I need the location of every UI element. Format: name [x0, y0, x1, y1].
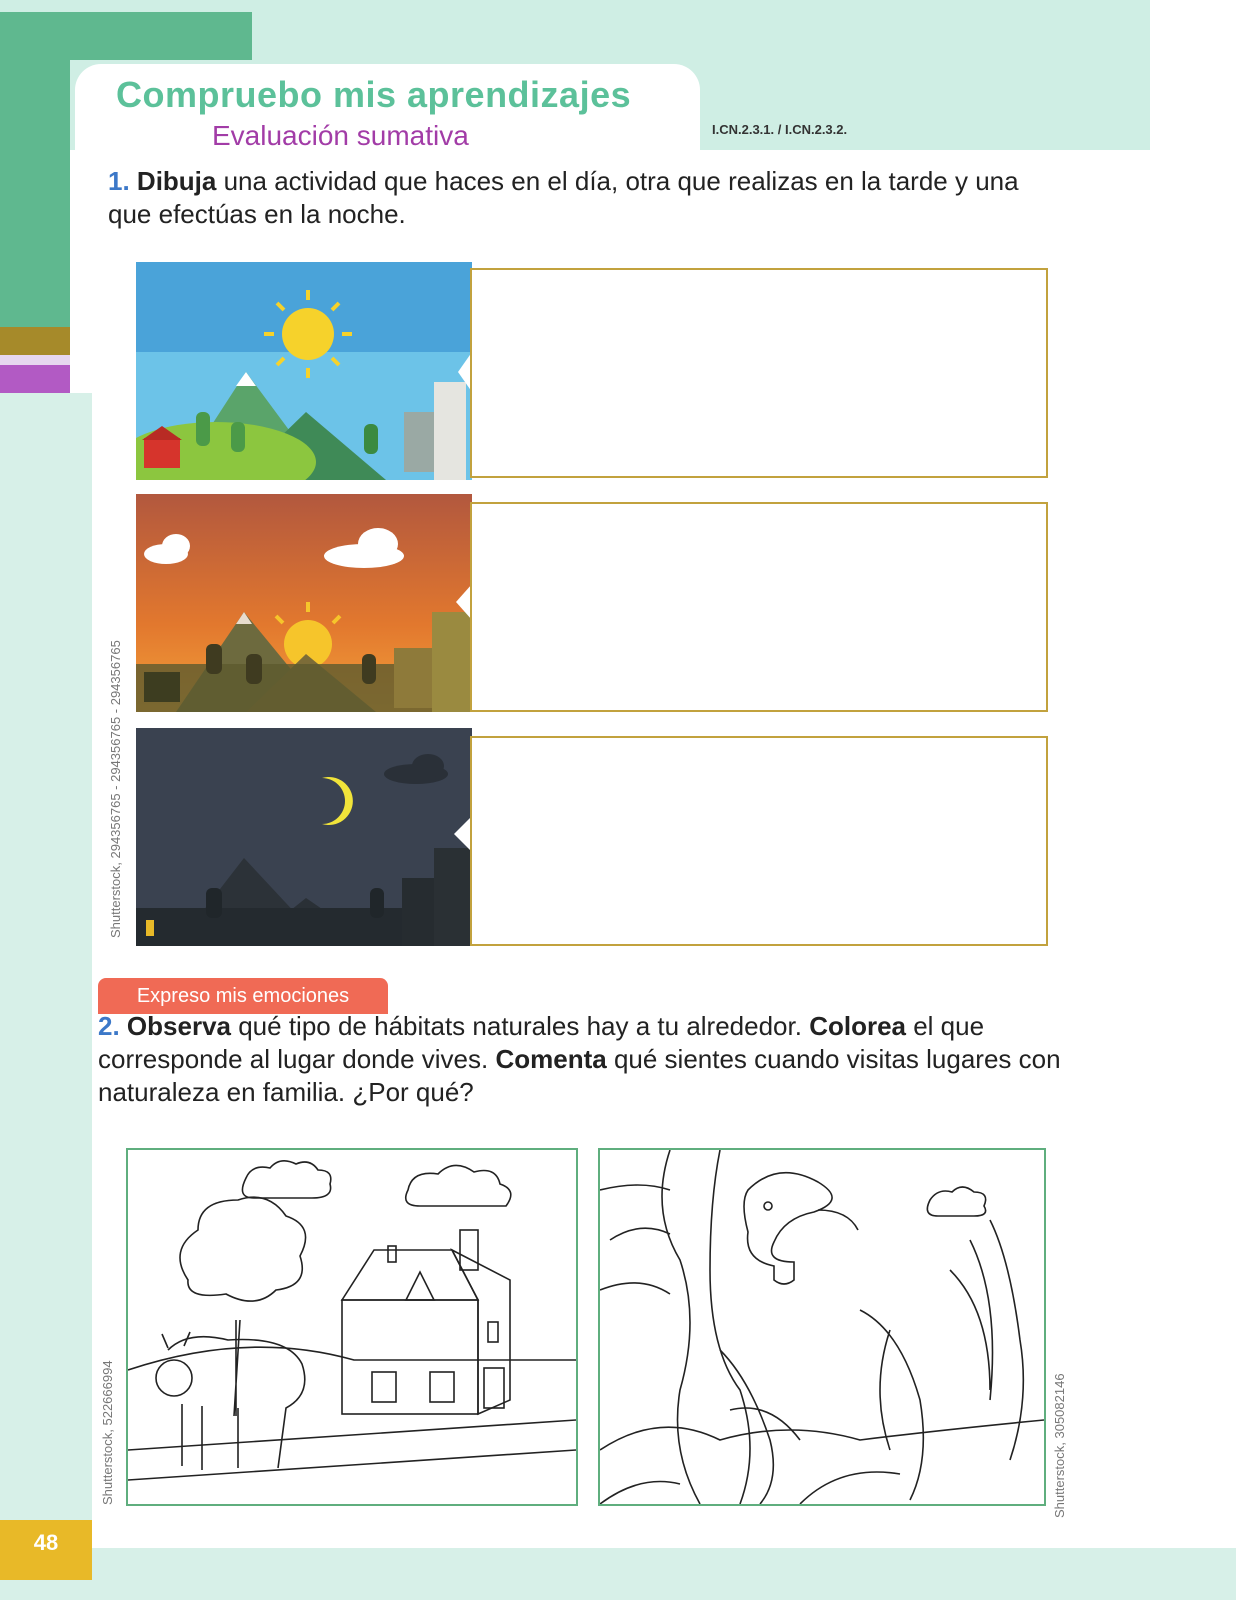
side-strip-purple: [0, 365, 70, 393]
farm-line-art: [128, 1150, 576, 1504]
question-1: [108, 165, 1058, 231]
question-verb: Dibuja: [136, 166, 217, 196]
question-text: el que corresponde al lugar donde vives.: [98, 1011, 985, 1074]
page-number: 48: [33, 1530, 59, 1555]
question-text: una actividad que haces en el día, otra que realizas en la tarde y una que efectúas en la noche.: [108, 166, 1019, 229]
day-drawing-box[interactable]: [470, 268, 1048, 478]
question-verb: Observa: [126, 1011, 231, 1041]
question-number: 1.: [108, 166, 130, 196]
day-scene-illustration: [136, 262, 472, 480]
question-verb: Comenta: [495, 1044, 607, 1074]
afternoon-scene-illustration: [136, 494, 472, 712]
jungle-line-art: [600, 1150, 1044, 1504]
photo-credit: Shutterstock, 522666994: [100, 1360, 115, 1505]
night-drawing-box[interactable]: [470, 736, 1048, 946]
side-strip-olive: [0, 327, 70, 355]
question-2: [98, 1010, 1068, 1109]
side-margin: [0, 393, 92, 1523]
afternoon-drawing-box[interactable]: [470, 502, 1048, 712]
question-text: qué tipo de hábitats naturales hay a tu alrededor.: [231, 1011, 810, 1041]
farm-habitat-coloring[interactable]: [126, 1148, 578, 1506]
photo-credit: Shutterstock, 305082146: [1052, 1373, 1067, 1518]
emotions-section-tag: Expreso mis emociones: [98, 978, 388, 1014]
question-number: 2.: [98, 1011, 120, 1041]
footer-band: [0, 1548, 1236, 1600]
page-title: Compruebo mis aprendizajes: [116, 74, 632, 115]
night-scene-illustration: [136, 728, 472, 946]
side-strip-green: [0, 12, 70, 327]
photo-credit: Shutterstock, 294356765 - 294356765 - 294356765: [108, 640, 123, 938]
jungle-habitat-coloring[interactable]: [598, 1148, 1046, 1506]
side-strip-pale: [0, 355, 70, 365]
indicator-codes: I.CN.2.3.1. / I.CN.2.3.2.: [712, 122, 848, 137]
question-verb: Colorea: [809, 1011, 906, 1041]
question-text: qué sientes cuando visitas lugares con naturaleza en familia. ¿Por qué?: [98, 1044, 1061, 1107]
page-subtitle: Evaluación sumativa: [212, 120, 469, 151]
